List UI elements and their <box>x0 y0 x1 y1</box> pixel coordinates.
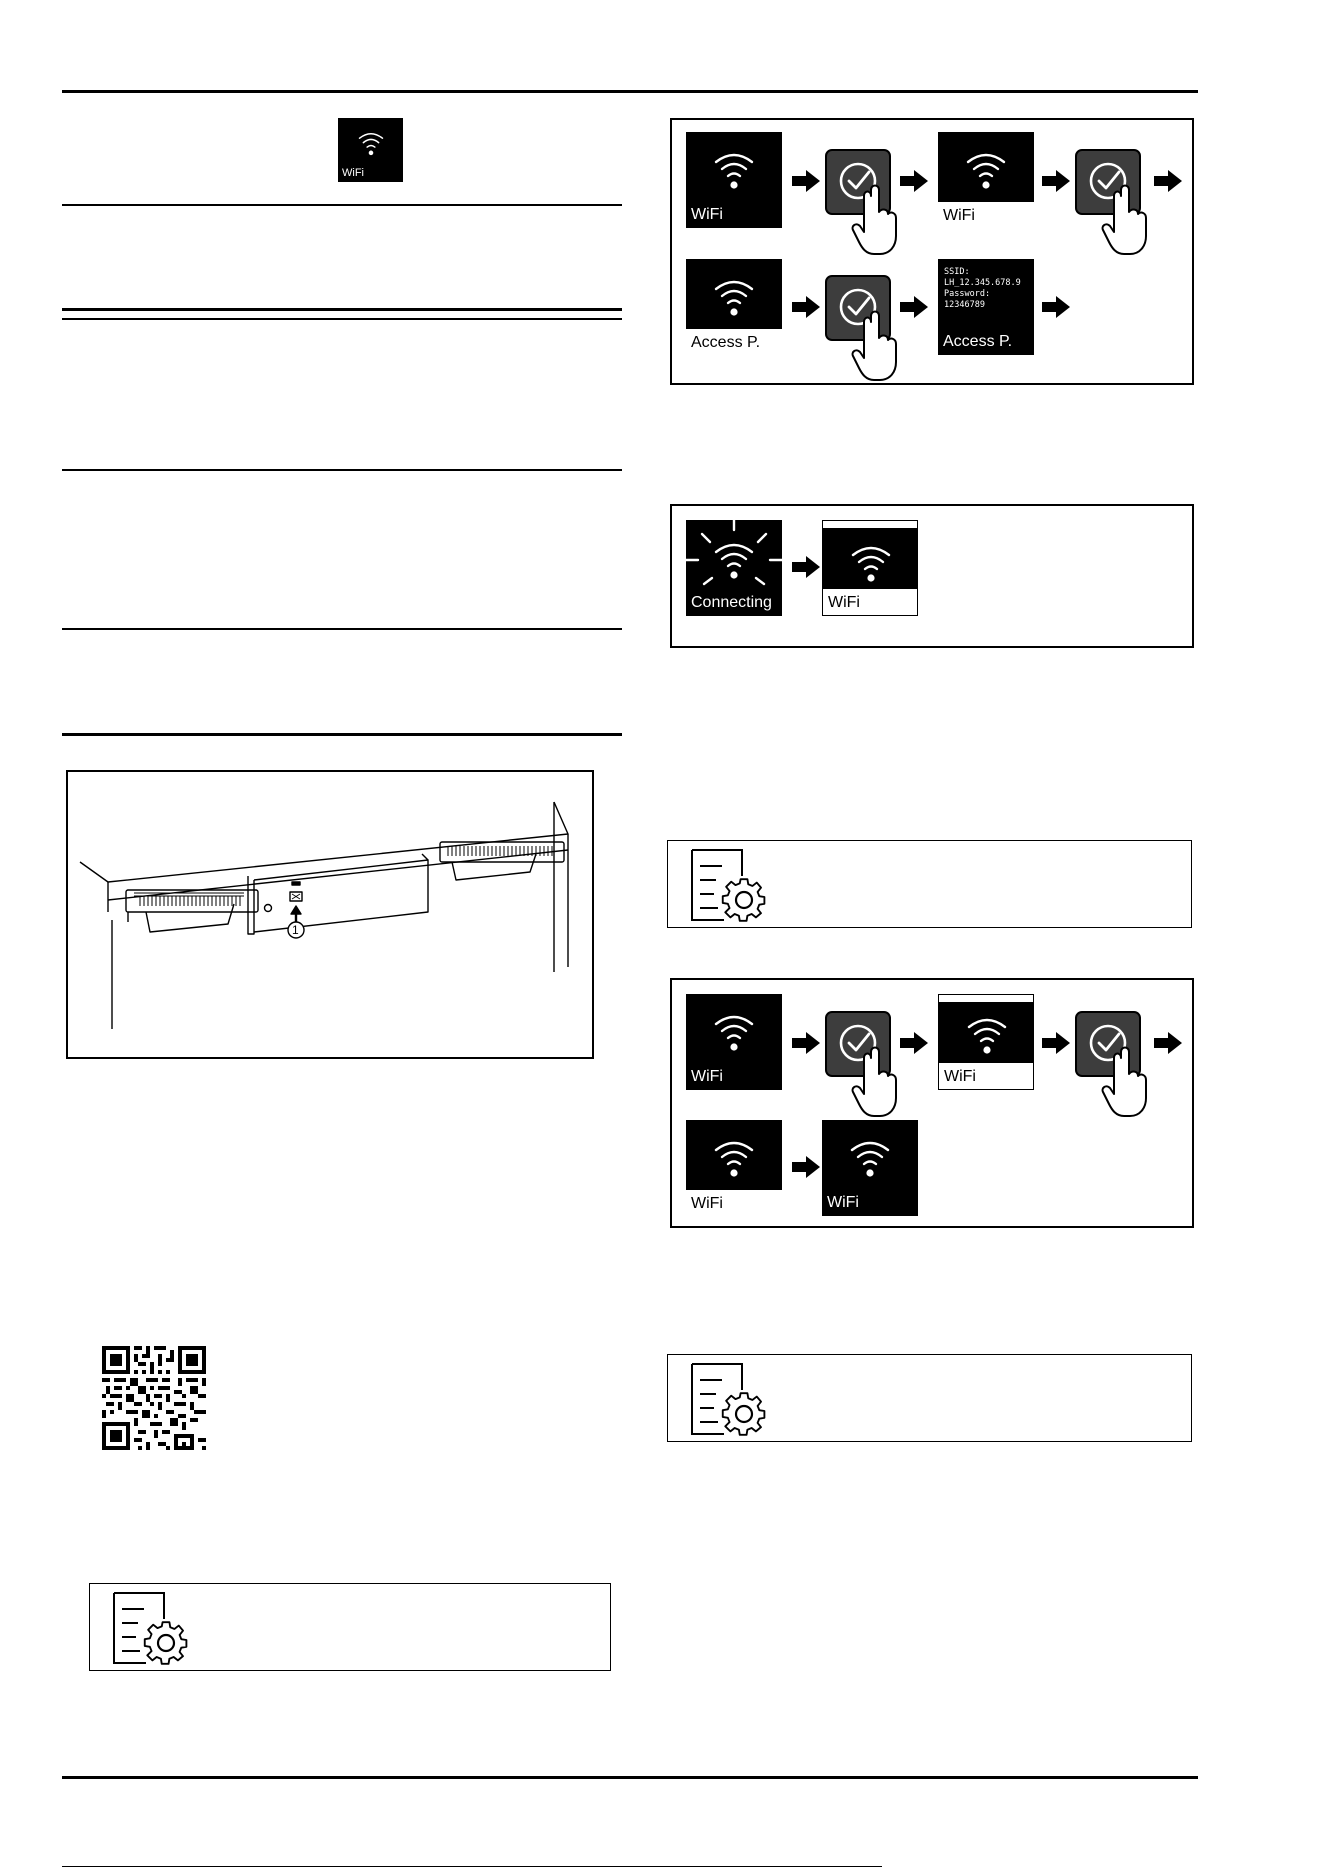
rule-5 <box>62 628 622 630</box>
arrow-right-icon <box>1154 1032 1182 1054</box>
tile-label: WiFi <box>939 1062 1033 1089</box>
footer-rule <box>62 1866 882 1867</box>
arrow-right-icon <box>1042 296 1070 318</box>
arrow-right-icon <box>1042 1032 1070 1054</box>
wifi-icon <box>849 539 893 583</box>
wifi-tile-small <box>338 118 403 182</box>
bottom-rule <box>62 1776 1198 1779</box>
tile-label: WiFi <box>686 1189 782 1216</box>
wifi-tile-label: WiFi <box>342 167 364 179</box>
settings-note-box <box>667 1354 1192 1442</box>
wifi-icon <box>964 146 1008 190</box>
tile-label: WiFi <box>823 588 917 615</box>
appliance-drawing <box>68 772 592 1057</box>
qr-code <box>102 1346 206 1450</box>
credentials-text: SSID: LH_12.345.678.9 Password: 12346789 <box>944 267 1021 310</box>
arrow-right-icon <box>900 1032 928 1054</box>
access-point-credentials-tile <box>938 259 1034 355</box>
settings-document-icon <box>110 1589 190 1667</box>
settings-note-box <box>667 840 1192 928</box>
rule-6 <box>62 733 622 736</box>
settings-document-icon <box>688 1360 768 1438</box>
tile-label: Access P. <box>938 328 1034 355</box>
wifi-tile <box>686 132 782 228</box>
connecting-tile <box>686 520 782 616</box>
top-rule <box>62 90 1198 93</box>
tile-label: WiFi <box>686 201 782 228</box>
wifi-tile <box>938 132 1034 228</box>
confirm-button-press <box>824 1010 898 1122</box>
tile-label: Access P. <box>686 328 782 355</box>
arrow-right-icon <box>792 1032 820 1054</box>
wifi-connected-tile <box>822 520 918 616</box>
arrow-right-icon <box>792 556 820 578</box>
arrow-right-icon <box>1154 170 1182 192</box>
callout-number: 1 <box>292 923 299 937</box>
rule-4 <box>62 469 622 471</box>
arrow-right-icon <box>1042 170 1070 192</box>
arrow-right-icon <box>792 1156 820 1178</box>
tile-label: WiFi <box>822 1189 918 1216</box>
wifi-icon <box>357 128 385 156</box>
tile-label: WiFi <box>686 1063 782 1090</box>
rule-3 <box>62 318 622 320</box>
arrow-right-icon <box>792 170 820 192</box>
confirm-button-press <box>824 274 898 386</box>
arrow-right-icon <box>792 296 820 318</box>
wifi-icon <box>712 146 756 190</box>
settings-document-icon <box>688 846 768 924</box>
tile-label: WiFi <box>938 201 1034 228</box>
confirm-button-press <box>824 148 898 260</box>
arrow-right-icon <box>900 296 928 318</box>
wifi-tile <box>938 994 1034 1090</box>
appliance-figure <box>66 770 594 1059</box>
connecting-label: Connecting <box>691 594 772 611</box>
wifi-icon <box>712 1134 756 1178</box>
access-point-tile <box>686 259 782 355</box>
rule-1 <box>62 204 622 206</box>
wifi-icon <box>712 1008 756 1052</box>
panel-setup-access-point <box>670 118 1194 385</box>
wifi-icon <box>848 1134 892 1178</box>
wifi-icon <box>965 1011 1009 1055</box>
panel-reset <box>670 978 1194 1228</box>
rule-2 <box>62 308 622 311</box>
settings-note-box <box>89 1583 611 1671</box>
arrow-right-icon <box>900 170 928 192</box>
confirm-button-press <box>1074 148 1148 260</box>
wifi-tile <box>686 1120 782 1216</box>
wifi-tile <box>822 1120 918 1216</box>
wifi-tile <box>686 994 782 1090</box>
wifi-icon <box>712 273 756 317</box>
confirm-button-press <box>1074 1010 1148 1122</box>
panel-connecting <box>670 504 1194 648</box>
